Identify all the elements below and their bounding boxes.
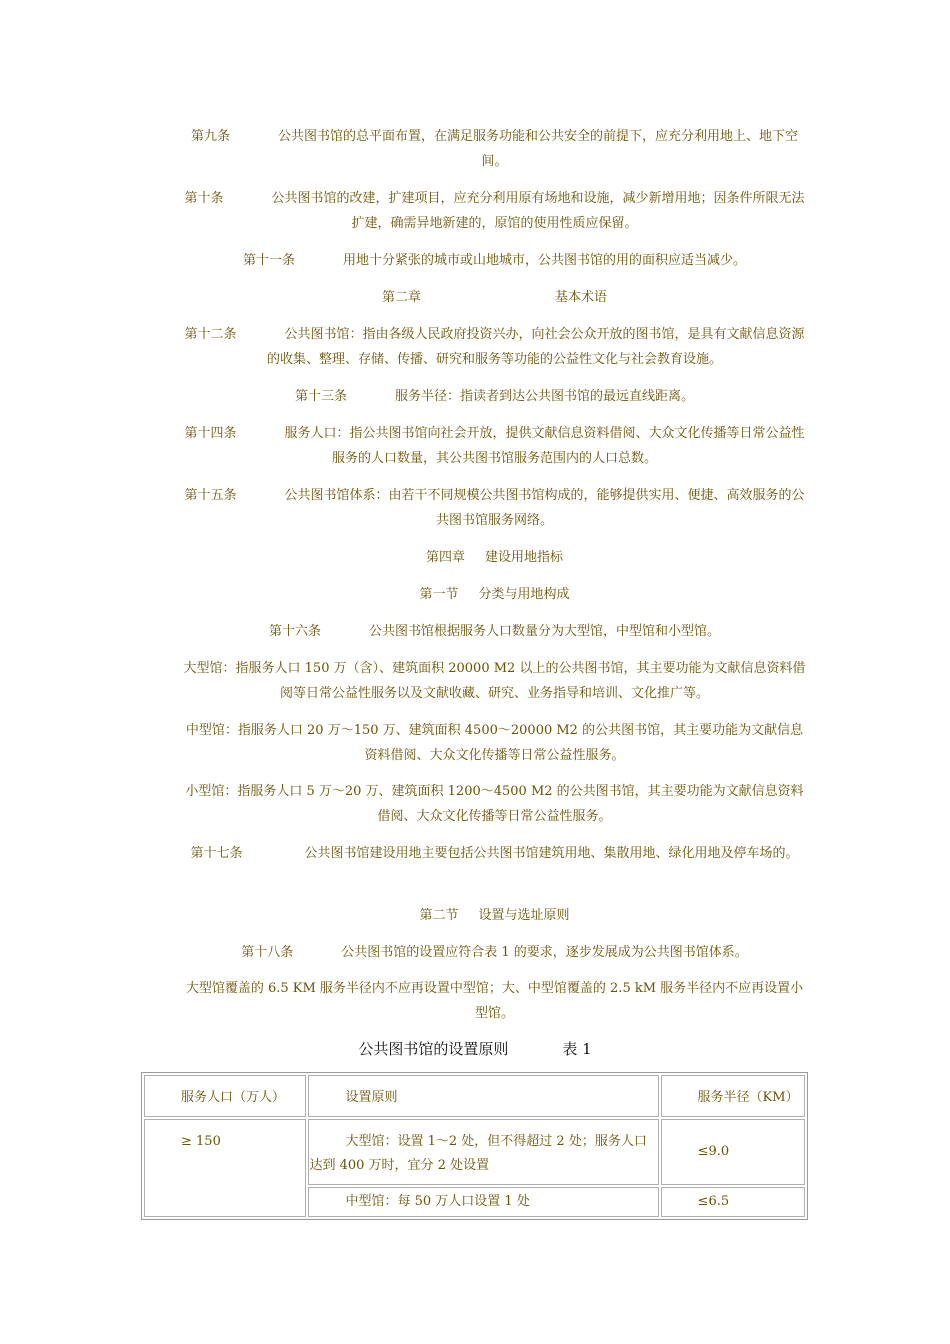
population-cell: ≥ 150 <box>144 1119 306 1217</box>
article-text: 公共图书馆体系：由若干不同规模公共图书馆构成的，能够提供实用、便捷、高效服务的公共图书馆服务网络。 <box>284 488 805 528</box>
article-label: 第十六条 <box>268 624 321 639</box>
article-13 <box>181 384 808 409</box>
chapter-title: 建设用地指标 <box>485 550 564 565</box>
coverage-rule <box>181 976 808 1026</box>
header-principle: 设置原则 <box>308 1075 658 1117</box>
small-library-definition <box>181 779 808 829</box>
article-10 <box>181 186 808 236</box>
section-label: 第一节 <box>419 587 459 602</box>
section-label: 第二节 <box>419 908 459 923</box>
article-14 <box>181 421 808 471</box>
article-12 <box>181 322 808 372</box>
chapter-4-heading <box>181 545 808 570</box>
article-text: 公共图书馆：指由各级人民政府投资兴办，向社会公众开放的图书馆，是具有文献信息资源的收集、整理、存储、传播、研究和服务等功能的公益性文化与社会教育设施。 <box>266 327 805 367</box>
chapter-label: 第四章 <box>425 550 465 565</box>
definition-text: 中型馆：指服务人口 20 万～150 万、建筑面积 4500～20000 M2 的公共图书馆，其主要功能为文献信息资料借阅、大众文化传播等日常公益性服务。 <box>185 723 804 763</box>
article-text: 公共图书馆的改建，扩建项目，应充分利用原有场地和设施，减少新增用地；因条件所限无法扩建，确需异地新建的，原馆的使用性质应保留。 <box>271 191 805 231</box>
article-label: 第十八条 <box>241 945 294 960</box>
article-text: 公共图书馆的设置应符合表 1 的要求，逐步发展成为公共图书馆体系。 <box>341 945 748 960</box>
article-text: 服务半径：指读者到达公共图书馆的最远直线距离。 <box>395 389 695 404</box>
section-title: 设置与选址原则 <box>478 908 570 923</box>
header-radius: 服务半径（KM） <box>661 1075 805 1117</box>
section-title: 分类与用地构成 <box>478 587 570 602</box>
header-population: 服务人口（万人） <box>144 1075 306 1117</box>
article-15 <box>181 483 808 533</box>
article-17 <box>181 841 808 866</box>
article-text: 公共图书馆的总平面布置，在满足服务功能和公共安全的前提下，应充分利用地上、地下空间。 <box>278 129 799 169</box>
principle-cell: 中型馆：每 50 万人口设置 1 处 <box>308 1187 658 1217</box>
article-11 <box>181 248 808 273</box>
article-text: 服务人口：指公共图书馆向社会开放，提供文献信息资料借阅、大众文化传播等日常公益性服务的人口数量，其公共图书馆服务范围内的人口总数。 <box>284 426 805 466</box>
section-2-heading <box>181 903 808 928</box>
table-row <box>144 1119 805 1185</box>
chapter-title: 基本术语 <box>555 290 608 305</box>
article-label: 第十四条 <box>184 426 237 441</box>
article-text: 公共图书馆根据服务人口数量分为大型馆，中型馆和小型馆。 <box>369 624 721 639</box>
definition-text: 小型馆：指服务人口 5 万～20 万、建筑面积 1200～4500 M2 的公共图书馆，其主要功能为文献信息资料借阅、大众文化传播等日常公益性服务。 <box>185 784 804 824</box>
article-label: 第九条 <box>190 129 230 144</box>
principle-cell: 大型馆：设置 1～2 处，但不得超过 2 处；服务人口达到 400 万时，宜分 2 处设置 <box>308 1119 658 1185</box>
article-label: 第十五条 <box>184 488 237 503</box>
chapter-label: 第二章 <box>381 290 421 305</box>
definition-text: 大型馆：指服务人口 150 万（含）、建筑面积 20000 M2 以上的公共图书馆，其主要功能为文献信息资料借阅等日常公益性服务以及文献收藏、研究、业务指导和培训、文化推广等。 <box>183 661 806 701</box>
article-label: 第十三条 <box>294 389 347 404</box>
table-header-row <box>144 1075 805 1117</box>
radius-cell: ≤9.0 <box>661 1119 805 1185</box>
table-number: 表 1 <box>562 1040 592 1058</box>
article-16 <box>181 619 808 644</box>
article-label: 第十条 <box>184 191 224 206</box>
chapter-2-heading <box>181 285 808 310</box>
article-text: 公共图书馆建设用地主要包括公共图书馆建筑用地、集散用地、绿化用地及停车场的。 <box>304 846 799 861</box>
article-9 <box>181 124 808 174</box>
article-label: 第十二条 <box>184 327 237 342</box>
table-title: 公共图书馆的设置原则 <box>358 1040 509 1058</box>
rule-text: 大型馆覆盖的 6.5 KM 服务半径内不应再设置中型馆；大、中型馆覆盖的 2.5 kM 服务半径内不应再设置小型馆。 <box>185 981 804 1021</box>
article-label: 第十一条 <box>242 253 295 268</box>
settings-table <box>141 1072 808 1220</box>
large-library-definition <box>181 656 808 706</box>
article-text: 用地十分紧张的城市或山地城市，公共图书馆的用的面积应适当减少。 <box>343 253 747 268</box>
medium-library-definition <box>181 718 808 768</box>
article-18 <box>181 940 808 965</box>
table-caption <box>0 1037 950 1061</box>
article-label: 第十七条 <box>190 846 243 861</box>
radius-cell: ≤6.5 <box>661 1187 805 1217</box>
section-1-heading <box>181 582 808 607</box>
